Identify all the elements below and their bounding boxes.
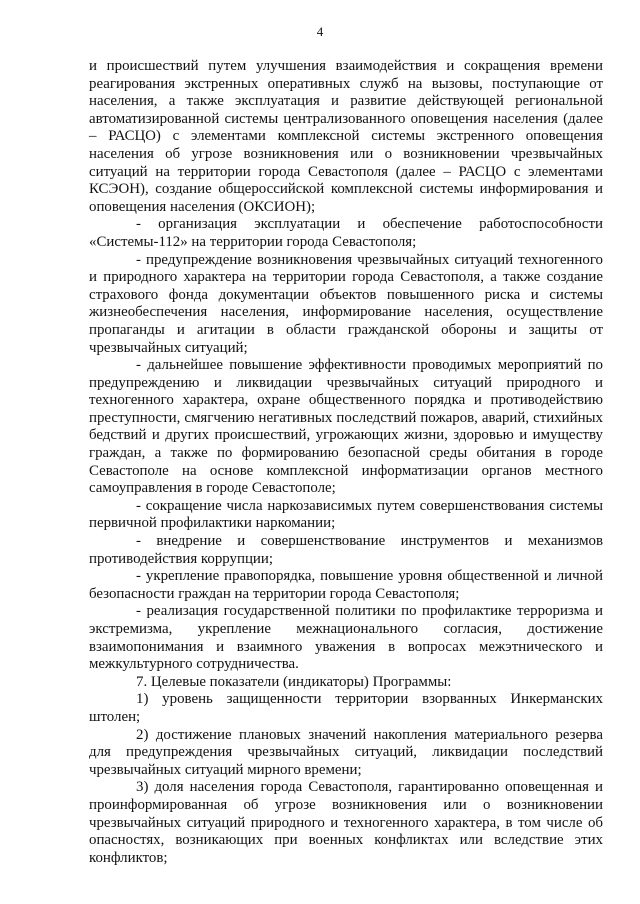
paragraph-item: - предупреждение возникновения чрезвычайных ситуаций техногенного и природного характера на территории города Севастополя, а также создание страхового фонда документации объектов повышенного риска и системы жизнеобеспечения населения, информирование населения, осуществление пропаганды и агитации в области гражданской обороны и защиты от чрезвычайных ситуаций;	[89, 251, 603, 356]
paragraph-item: - реализация государственной политики по профилактике терроризма и экстремизма, укрепление межнационального согласия, достижение взаимопонимания и взаимного уважения в вопросах межэтнического и межкультурного сотрудничества.	[89, 603, 603, 673]
document-body	[89, 58, 603, 867]
paragraph-item: - сокращение числа наркозависимых путем совершенствования системы первичной профилактики наркомании;	[89, 497, 603, 532]
indicator-item: 1) уровень защищенности территории взорванных Инкерманских штолен;	[89, 691, 603, 725]
paragraph-item: - укрепление правопорядка, повышение уровня общественной и личной безопасности граждан на территории города Севастополя;	[89, 568, 603, 602]
paragraph-item: - организация эксплуатации и обеспечение работоспособности «Системы-112» на территории города Севастополя;	[89, 216, 603, 250]
paragraph-continuation: и происшествий путем улучшения взаимодействия и сокращения времени реагирования экстренных оперативных служб на вызовы, поступающие от населения, а также эксплуатация и развитие действующей региональной автоматизированной системы централизованного оповещения населения (далее – РАСЦО) с элементами комплексной системы экстренного оповещения населения об угрозе возникновения или о возникновении чрезвычайных ситуаций на территории города Севастополя (далее – РАСЦО с элементами КСЭОН), создание общероссийской комплексной системы информирования и оповещения населения (ОКСИОН);	[89, 58, 603, 215]
section-heading: 7. Целевые показатели (индикаторы) Программы:	[136, 673, 452, 690]
indicator-item: 2) достижение плановых значений накопления материального резерва для предупреждения чрезвычайных ситуаций, ликвидации последствий чрезвычайных ситуаций мирного времени;	[89, 726, 603, 778]
paragraph-item: - внедрение и совершенствование инструментов и механизмов противодействия коррупции;	[89, 533, 603, 567]
indicator-item: 3) доля населения города Севастополя, гарантированно оповещенная и проинформированная об угрозе возникновения или о возникновении чрезвычайных ситуаций природного и техногенного характера, в том числе об опасностях, возникающих при военных конфликтах или вследствие этих конфликтов;	[89, 779, 603, 866]
paragraph-item: - дальнейшее повышение эффективности проводимых мероприятий по предупреждению и ликвидации чрезвычайных ситуаций природного и техногенного характера, охране общественного порядка и противодействию преступности, смягчению негативных последствий пожаров, аварий, стихийных бедствий и других происшествий, угрожающих жизни, здоровью и имуществу граждан, а также по формированию безопасной среды обитания в городе Севастополе на основе комплексной информатизации органов местного самоуправления в городе Севастополе;	[89, 357, 603, 497]
page-number: 4	[316, 24, 324, 39]
